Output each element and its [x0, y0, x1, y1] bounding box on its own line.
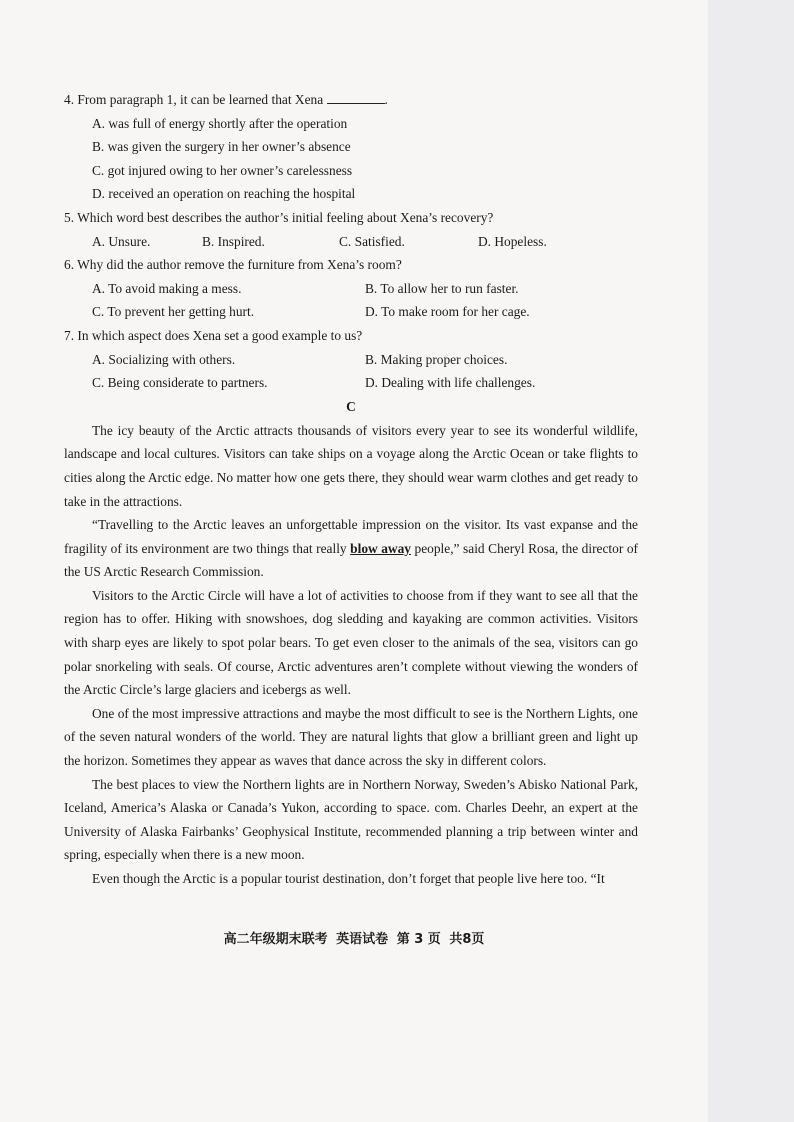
passage-paragraph-5: The best places to view the Northern lights are in Northern Norway, Sweden’s Abisko National Park, Iceland, America’s Alaska or Canada’s Yukon, according to space. com. Charles Deehr, an expert at the University of Alaska Fairbanks’ Geophysical Institute, recommended planning a trip between winter and spring, especially when there is a new moon. — [64, 776, 638, 863]
question-7-option-a: A. Socializing with others. — [92, 351, 236, 367]
question-6-option-d: D. To make room for her cage. — [365, 304, 530, 320]
passage-paragraph-3: Visitors to the Arctic Circle will have a lot of activities to choose from if they want to see all that the region has to offer. Hiking with snowshoes, dog sledding and kayaking are common activities. Visitors with sharp eyes are likely to spot polar bears. To get even closer to the animals of the sea, visitors can go polar snorkeling with seals. Of course, Arctic adventures aren’t complete without viewing the wonders of the Arctic Circle’s large glaciers and icebergs as well. — [64, 587, 638, 698]
passage-paragraph-2: “Travelling to the Arctic leaves an unforgettable impression on the visitor. Its vast expanse and the fragility of its environment are two things that really blow away people,” said Cheryl Rosa, the director of the US Arctic Research Commission. — [64, 517, 638, 580]
footer-exam-name: 高二年级期末联考 — [223, 932, 328, 947]
question-5-stem: 5. Which word best describes the author’s initial feeling about Xena’s recovery? — [64, 209, 494, 225]
exam-content — [64, 88, 638, 891]
question-5-option-d: D. Hopeless. — [478, 233, 547, 249]
question-5-option-b: B. Inspired. — [202, 233, 265, 249]
footer-total-pages: 共8页 — [449, 932, 485, 947]
question-4-option-d: D. received an operation on reaching the hospital — [92, 186, 356, 202]
footer-page-number: 第 3 页 — [396, 932, 441, 947]
question-7-option-c: C. Being considerate to partners. — [92, 375, 268, 391]
question-7-option-b: B. Making proper choices. — [365, 351, 508, 367]
section-heading: C — [346, 398, 356, 414]
passage-paragraph-1: The icy beauty of the Arctic attracts thousands of visitors every year to see its wonderful wildlife, landscape and local cultures. Visitors can take ships on a voyage along the Arctic Ocean or take flights to cities along the Arctic edge. No matter how one gets there, they should wear warm clothes and get ready to take in the attractions. — [64, 422, 638, 509]
question-5-option-a: A. Unsure. — [92, 233, 151, 249]
passage-paragraph-4: One of the most impressive attractions and maybe the most difficult to see is the Northern Lights, one of the seven natural wonders of the world. They are natural lights that glow a brilliant green and light up the horizon. Sometimes they appear as waves that dance across the sky in different colors. — [64, 705, 638, 769]
reading-passage — [64, 419, 638, 891]
question-4-option-a: A. was full of energy shortly after the operation — [92, 115, 348, 131]
question-6-options-row-2 — [64, 300, 638, 324]
question-5-options — [64, 230, 638, 254]
question-7-stem: 7. In which aspect does Xena set a good example to us? — [64, 327, 363, 343]
question-4-stem: 4. From paragraph 1, it can be learned that Xena . — [64, 88, 638, 112]
footer-subject: 英语试卷 — [336, 932, 389, 947]
underlined-phrase: blow away — [350, 540, 411, 556]
question-6-options-row-1 — [64, 277, 638, 301]
page-footer — [0, 928, 708, 947]
question-6-option-a: A. To avoid making a mess. — [92, 280, 242, 296]
question-6-option-c: C. To prevent her getting hurt. — [92, 304, 255, 320]
question-7-options-row-2 — [64, 371, 638, 395]
question-5-option-c: C. Satisfied. — [339, 233, 405, 249]
question-4-option-b: B. was given the surgery in her owner’s absence — [92, 139, 351, 155]
question-7-option-d: D. Dealing with life challenges. — [365, 375, 536, 391]
question-4-option-c: C. got injured owing to her owner’s carelessness — [92, 162, 353, 178]
passage-paragraph-6: Even though the Arctic is a popular tourist destination, don’t forget that people live here too. “It — [92, 871, 605, 886]
question-7-options-row-1 — [64, 348, 638, 372]
answer-blank — [327, 89, 385, 104]
question-6-stem: 6. Why did the author remove the furniture from Xena’s room? — [64, 257, 402, 273]
question-6-option-b: B. To allow her to run faster. — [365, 280, 519, 296]
